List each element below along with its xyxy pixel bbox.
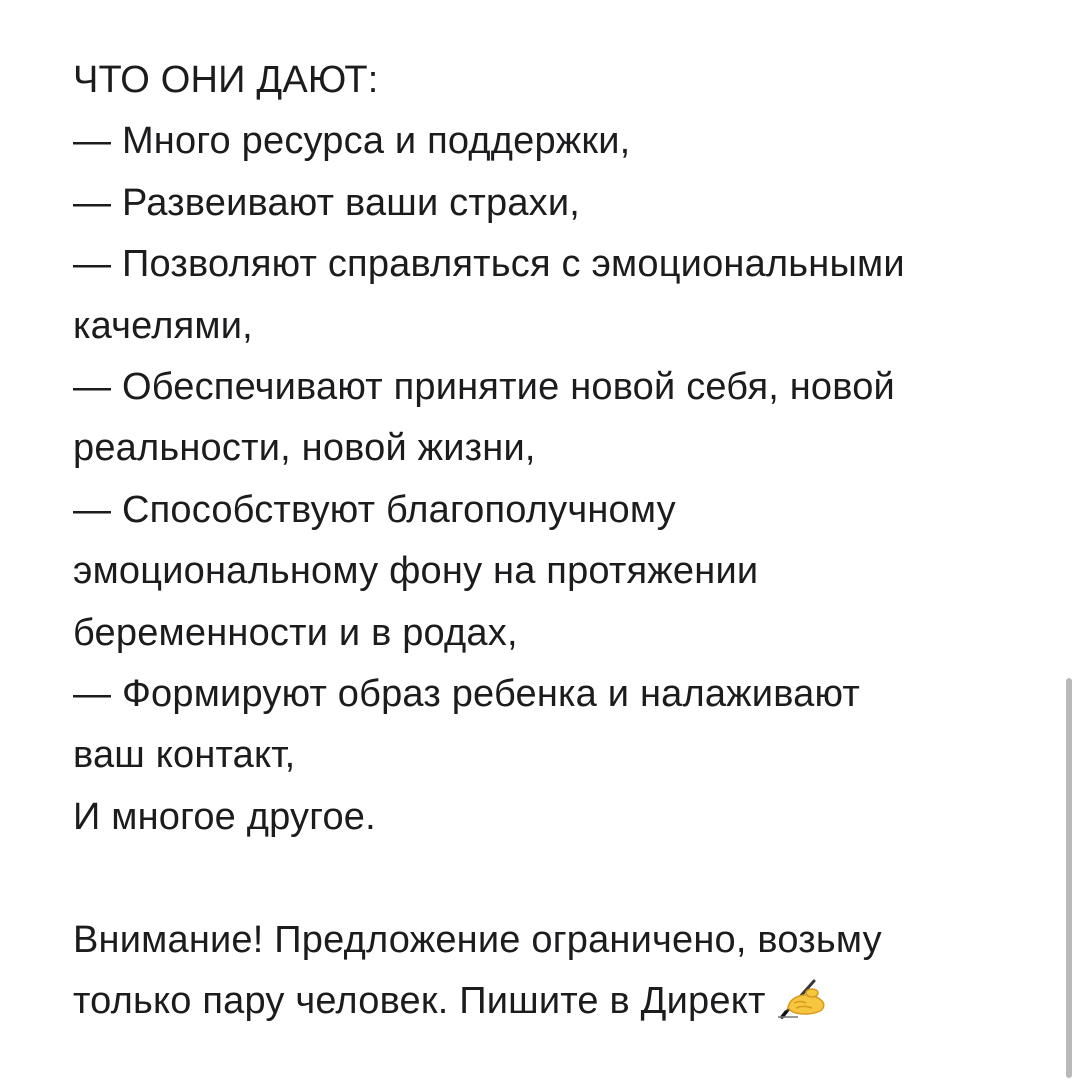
- note-heading: ЧТО ОНИ ДАЮТ:: [73, 59, 379, 101]
- note-line: — Много ресурса и поддержки,: [73, 120, 631, 163]
- closing-text: только пару человек. Пишите в Директ: [73, 980, 766, 1023]
- closing-line-with-icon: [73, 971, 1033, 1032]
- note-line: реальности, новой жизни,: [73, 427, 536, 470]
- note-line: — Способствуют благополучному: [73, 488, 676, 531]
- note-body[interactable]: [73, 50, 1033, 1032]
- closing-line: Внимание! Предложение ограничено, возьму: [73, 918, 882, 961]
- scrollbar[interactable]: [1066, 678, 1072, 1078]
- writing-hand-icon: [774, 977, 828, 1019]
- note-line: — Позволяют справляться с эмоциональными: [73, 243, 905, 286]
- note-line: — Обеспечивают принятие новой себя, новой: [73, 366, 895, 409]
- note-line: ваш контакт,: [73, 734, 296, 777]
- note-line: качелями,: [73, 304, 253, 347]
- note-line: И многое другое.: [73, 795, 376, 838]
- note-line: — Формируют образ ребенка и налаживают: [73, 673, 860, 716]
- note-line: — Развеивают ваши страхи,: [73, 181, 581, 224]
- blank-line: [73, 848, 1033, 909]
- note-line: беременности и в родах,: [73, 611, 518, 654]
- note-line: эмоциональному фону на протяжении: [73, 550, 759, 593]
